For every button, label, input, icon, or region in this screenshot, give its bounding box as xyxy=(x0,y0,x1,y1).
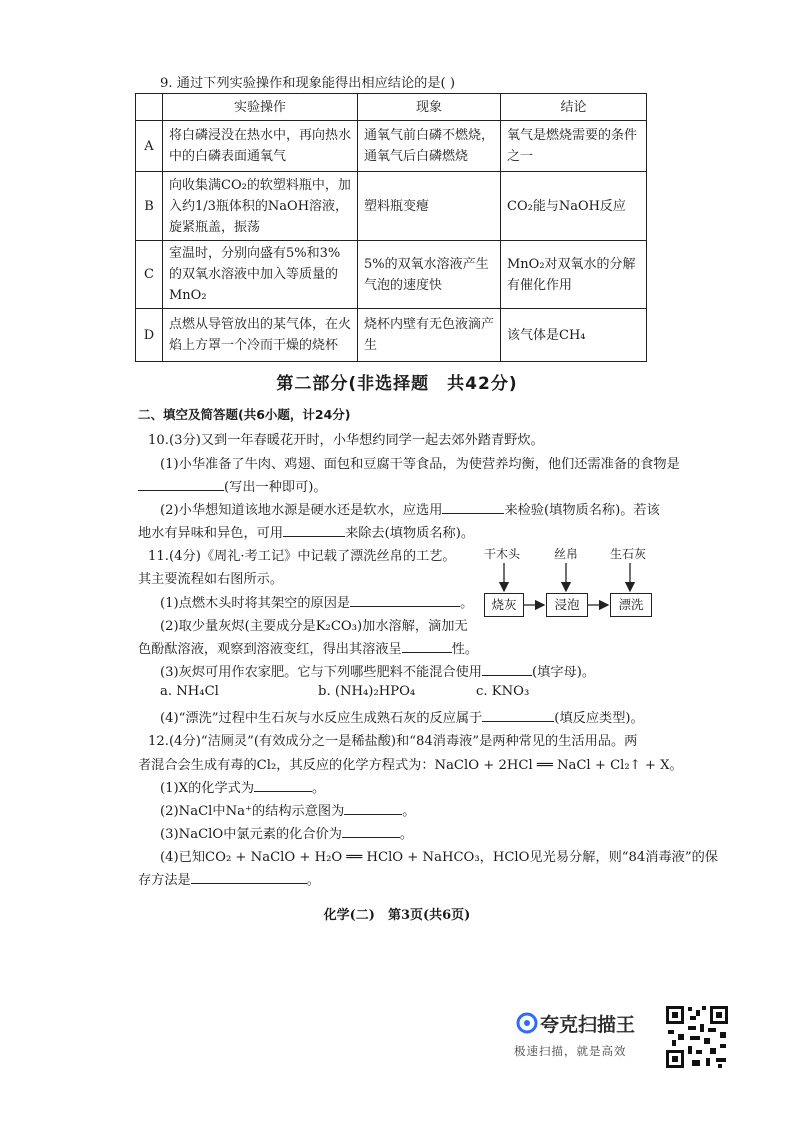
q10-p1a: (1)小华准备了牛肉、鸡翅、面包和豆腐干等食品，为使营养均衡，他们还需准备的食物是 xyxy=(160,457,680,472)
q10-p2c: 地水有异味和异色，可用 xyxy=(138,526,284,541)
q12-p2-line xyxy=(160,800,415,819)
q12-stem1: 12.(4分)“洁厕灵”(有效成分之一是稀盐酸)和“84消毒液”是两种常见的生活用品。两 xyxy=(148,734,638,749)
answer-blank[interactable] xyxy=(442,500,504,514)
answer-blank[interactable] xyxy=(342,824,400,838)
part2-title: 第二部分(非选择题 共42分) xyxy=(276,374,518,394)
qr-code-icon xyxy=(664,1004,730,1070)
answer-blank[interactable] xyxy=(254,778,312,792)
diagram-box: 漂洗 xyxy=(610,593,652,617)
process-diagram xyxy=(468,545,668,625)
q11-p3b: (填字母)。 xyxy=(532,665,596,680)
scanner-slogan: 极速扫描，就是高效 xyxy=(514,1044,627,1058)
q11-p2-line xyxy=(138,638,478,657)
q10-p2-line xyxy=(160,499,660,518)
row-label: A xyxy=(136,121,163,172)
diagram-input-label: 丝帛 xyxy=(554,547,579,561)
row-label: D xyxy=(136,309,163,362)
scanner-brand-name: 夸克扫描王 xyxy=(540,1014,636,1036)
q12-p1b: 。 xyxy=(312,781,326,796)
q11-stem2: 其主要流程如右图所示。 xyxy=(138,572,284,587)
diagram-input-label: 干木头 xyxy=(484,547,521,561)
q11-opt-b: b. (NH₄)₂HPO₄ xyxy=(318,684,416,699)
q11-p1-line xyxy=(160,592,473,611)
answer-blank[interactable] xyxy=(482,708,554,722)
answer-blank[interactable] xyxy=(482,662,532,676)
q12-p4b: 存方法是 xyxy=(138,873,191,888)
q12-p2a: (2)NaCl中Na⁺的结构示意图为 xyxy=(160,804,345,819)
row-label: C xyxy=(136,241,163,309)
diagram-box: 浸泡 xyxy=(546,593,588,617)
q12-p3b: 。 xyxy=(399,827,414,842)
q12-p1-line xyxy=(160,777,325,796)
table-row xyxy=(136,121,647,172)
q10-stem: 10.(3分)又到一年春暖花开时，小华想约同学一起去郊外踏青野炊。 xyxy=(148,433,544,448)
table-row xyxy=(136,172,647,241)
answer-blank[interactable] xyxy=(350,593,460,607)
scanner-logo-icon xyxy=(516,1012,538,1034)
row-conclusion: CO₂能与NaOH反应 xyxy=(501,172,647,241)
table-row xyxy=(136,309,647,362)
q9-table xyxy=(135,93,647,362)
row-op: 点燃从导管放出的某气体，在火焰上方罩一个冷而干燥的烧杯 xyxy=(163,309,358,362)
diagram-input-label: 生石灰 xyxy=(610,547,647,561)
q10-p1b: (写出一种即可)。 xyxy=(224,480,327,495)
q10-p2d: 来除去(填物质名称)。 xyxy=(345,526,475,541)
answer-blank[interactable] xyxy=(191,870,307,884)
q10-p2c-line xyxy=(138,522,474,541)
q11-p1a: (1)点燃木头时将其架空的原因是 xyxy=(160,596,351,611)
q11-opt-c: c. KNO₃ xyxy=(476,684,530,699)
q11-p4-line xyxy=(160,707,644,726)
row-op: 将白磷浸没在热水中，再向热水中的白磷表面通氧气 xyxy=(163,121,358,172)
q12-p3-line xyxy=(160,823,413,842)
row-phenomenon: 烧杯内壁有无色液滴产生 xyxy=(358,309,501,362)
table-header-op: 实验操作 xyxy=(163,94,358,121)
q9-stem: 9. 通过下列实验操作和现象能得出相应结论的是( ) xyxy=(160,76,456,91)
answer-blank[interactable] xyxy=(138,477,224,491)
q12-p1a: (1)X的化学式为 xyxy=(160,781,255,796)
table-row xyxy=(136,241,647,309)
row-phenomenon: 5%的双氧水溶液产生气泡的速度快 xyxy=(358,241,501,309)
diagram-box: 烧灰 xyxy=(484,593,524,617)
row-op: 室温时，分别向盛有5%和3%的双氧水溶液中加入等质量的MnO₂ xyxy=(163,241,358,309)
q11-p2b: 色酚酞溶液，观察到溶液变红，得出其溶液呈 xyxy=(138,642,402,657)
q11-p4b: (填反应类型)。 xyxy=(554,711,644,726)
q11-p3-line xyxy=(160,661,595,680)
q12-p3a: (3)NaClO中氯元素的化合价为 xyxy=(160,827,342,842)
q12-p2b: 。 xyxy=(402,804,416,819)
row-conclusion: 氧气是燃烧需要的条件之一 xyxy=(501,121,647,172)
q11-p2a: (2)取少量灰烬(主要成分是K₂CO₃)加水溶解，滴加无 xyxy=(160,619,468,634)
row-phenomenon: 通氧气前白磷不燃烧，通氧气后白磷燃烧 xyxy=(358,121,501,172)
q11-p4a: (4)“漂洗”过程中生石灰与水反应生成熟石灰的反应属于 xyxy=(160,711,483,726)
q11-p2c: 性。 xyxy=(451,642,479,657)
q10-p2b: 来检验(填物质名称)。若该 xyxy=(504,503,660,518)
q10-p2a: (2)小华想知道该地水源是硬水还是软水，应选用 xyxy=(160,503,443,518)
row-op: 向收集满CO₂的软塑料瓶中，加入约1/3瓶体积的NaOH溶液，旋紧瓶盖，振荡 xyxy=(163,172,358,241)
row-conclusion: MnO₂对双氧水的分解有催化作用 xyxy=(501,241,647,309)
row-label: B xyxy=(136,172,163,241)
q11-p1b: 。 xyxy=(460,596,474,611)
q11-p3a: (3)灰烬可用作农家肥。它与下列哪些肥料不能混合使用 xyxy=(160,665,482,680)
section-heading: 二、填空及简答题(共6小题，计24分) xyxy=(138,407,351,422)
q12-p4a: (4)已知CO₂ + NaClO + H₂O ══ HClO + NaHCO₃，HClO见光易分解，则“84消毒液”的保 xyxy=(160,850,718,865)
q10-p1-line xyxy=(138,476,327,495)
q11-stem1: 11.(4分)《周礼·考工记》中记载了漂洗丝帛的工艺。 xyxy=(148,549,456,564)
q11-opt-a: a. NH₄Cl xyxy=(160,684,219,699)
table-header-phenomenon: 现象 xyxy=(358,94,501,121)
row-phenomenon: 塑料瓶变瘪 xyxy=(358,172,501,241)
answer-blank[interactable] xyxy=(344,801,402,815)
table-corner xyxy=(136,94,163,121)
row-conclusion: 该气体是CH₄ xyxy=(501,309,647,362)
answer-blank[interactable] xyxy=(283,523,345,537)
q12-p4c: 。 xyxy=(306,873,320,888)
q12-stem2: 者混合会生成有毒的Cl₂，其反应的化学方程式为：NaClO + 2HCl ══ NaCl + Cl₂↑ + X。 xyxy=(138,758,683,773)
answer-blank[interactable] xyxy=(402,639,452,653)
table-header-conclusion: 结论 xyxy=(501,94,647,121)
page-footer: 化学(二) 第3页(共6页) xyxy=(323,908,471,923)
q12-p4-line xyxy=(138,869,320,888)
